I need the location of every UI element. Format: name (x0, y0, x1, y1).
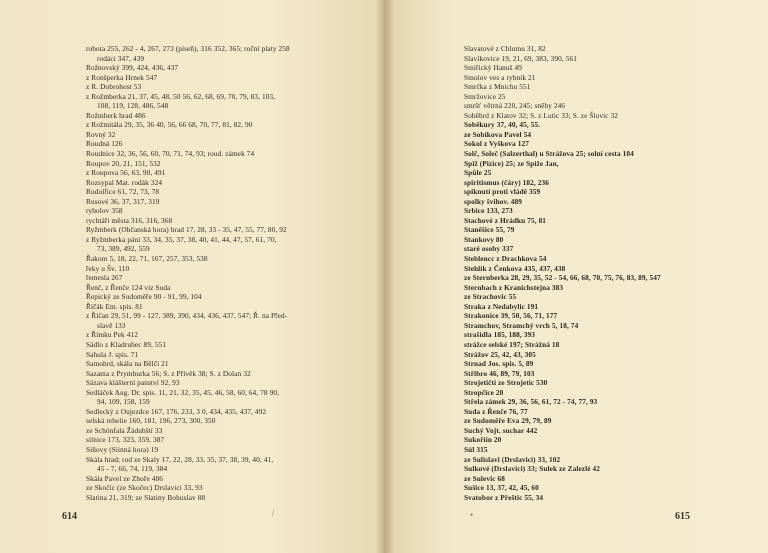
index-entry: 45 - 7, 66, 74, 119, 384 (97, 464, 168, 474)
index-entry: Stankovy 80 (464, 234, 504, 244)
index-entry: Rudolfice 61, 72, 73, 78 (86, 187, 160, 197)
index-entry: Rusové 36, 37, 317, 319 (86, 196, 160, 206)
index-entry: Rozsypal Mat. rodák 324 (86, 177, 163, 187)
index-entry: z R. Dobrohost 53 (86, 82, 142, 92)
index-entry: Sazama z Prymburka 56; S. z Přívěk 38; S. z Dolan 32 (86, 368, 251, 378)
index-entry: Střibro 46, 89, 79, 103 (464, 368, 535, 378)
index-entry: Steblencc z Drachkova 54 (464, 254, 547, 264)
index-entry: spiritismus (čáry) 182, 236 (464, 177, 549, 187)
index-entry: řemesla 267 (86, 273, 123, 283)
index-entry: Slavatové z Chlumu 31, 82 (464, 44, 546, 53)
index-entry: z Rožmberka 21, 37, 45, 48, 50 56, 62, 68, 69, 70, 79, 83, 103, (86, 91, 276, 101)
index-entry: Srbice 133, 273 (464, 206, 513, 216)
index-entry: Sázava klášterní panství 92, 93 (86, 378, 180, 388)
index-entry: řeky u Šv. 110 (86, 263, 130, 273)
index-entry: Sádlo z Kladrubec 89, 551 (86, 339, 167, 349)
index-entry: ze Schönfala Žádubští 33 (86, 425, 163, 435)
index-entry: rodáci 347, 439 (97, 53, 145, 63)
index-entry: Samohrd, skála na Bělči 21 (86, 359, 169, 369)
index-entry: Roupov 20, 21, 151, 532 (86, 158, 161, 168)
index-entry: Spiž (Pizice) 25; ze Spiže Jan, (464, 158, 559, 168)
index-entry: Skála hrad; rod ze Skaly 17, 22, 28, 33, 35, 37, 38, 39, 40, 41, (86, 454, 274, 464)
index-entry: Rožmberk hrad 486 (86, 110, 146, 120)
index-entry: Stramchov, Stramchý vrch 5, 18, 74 (464, 320, 579, 330)
index-entry: Svatobor z Přeštic 55, 34 (464, 492, 544, 502)
dot-mark: • (470, 510, 474, 520)
index-entry: z Roupova 56, 63, 90, 491 (86, 168, 166, 178)
index-entry: smršť větrná 220, 245; sněhy 246 (464, 101, 566, 111)
index-entry: Sokol z Vyškova 127 (464, 139, 529, 149)
index-entry: Strnad Jos. spis. 5, 89 (464, 359, 534, 369)
index-entry: z Ronšperka Hrnek 547 (86, 72, 158, 82)
index-entry: Strakonice 39, 50, 56, 71, 177 (464, 311, 558, 321)
index-entry: Smolov ves a rybník 21 (464, 72, 536, 82)
right-page (384, 0, 768, 553)
index-entry: spiknutí proti vládě 359 (464, 187, 541, 197)
index-entry: Suda z Řenče 76, 77 (464, 406, 528, 416)
left-index-column (86, 44, 368, 502)
index-entry: ze Sulevic 68 (464, 473, 506, 483)
index-entry: Suchý Vojt. suchar 442 (464, 425, 538, 435)
index-entry: Stropčice 20 (464, 387, 504, 397)
index-entry: strašidla 185, 188, 393 (464, 330, 536, 340)
left-page-number: 614 (62, 511, 77, 522)
index-entry: Říčák Em. spis. 81 (86, 301, 143, 311)
index-entry: Sušice 13, 37, 42, 45, 60 (464, 483, 539, 493)
index-entry: Střela zámek 29, 36, 56, 61, 72 - 74, 77, 93 (464, 397, 598, 407)
book-gutter (376, 0, 394, 553)
index-entry: staré osoby 337 (464, 244, 514, 254)
index-entry: ze Sobíkova Pavel 54 (464, 129, 532, 139)
index-entry: Straka z Nedabylic 191 (464, 301, 539, 311)
index-entry: rybolov 358 (86, 206, 123, 216)
index-entry: Slavíkovice 19, 21, 69, 383, 390, 561 (464, 53, 577, 63)
right-page-number: 615 (675, 511, 690, 522)
index-entry: z Římku Pek 412 (86, 330, 138, 340)
index-entry: Solč, Soleč (Salzerthal) u Strážova 25; solní cesta 104 (464, 149, 634, 159)
index-entry: Roudnice 32, 36, 56, 60, 70, 71, 74, 93; roud. zámek 74 (86, 149, 255, 159)
index-entry: ze Sulislavi (Drslavici) 33, 102 (464, 454, 561, 464)
index-entry: Ryžmberk (Občanská hora) hrad 17, 28, 33 - 35, 47, 55, 77, 80, 92 (86, 225, 287, 235)
index-entry: ze Skočic (ze Skočec) Drslavici 33, 93 (86, 483, 203, 493)
index-entry: Smržovice 25 (464, 91, 506, 101)
index-entry: spolky švihov. 489 (464, 196, 522, 206)
index-entry: Sahula J. spis. 71 (86, 349, 139, 359)
index-entry: robota 255, 262 - 4, 267, 273 (píseň), 316 352, 365; roční platy 258 (86, 44, 290, 53)
index-entry: 108, 119, 128, 486, 548 (97, 101, 169, 111)
index-entry: Řepický ze Sudoměře 90 - 91, 99, 104 (86, 292, 202, 302)
index-entry: Sedláček Aug. Dr. spis. 11, 21, 32, 35, 45, 46, 58, 60, 64, 78 90, (86, 387, 280, 397)
index-entry: ze Sternberka 28, 29, 35, 52 - 54, 66, 68, 70, 75, 76, 83, 89, 547 (464, 273, 661, 283)
index-entry: Smrčka z Mnichu 551 (464, 82, 531, 92)
index-entry: Rožnovský 399, 424, 436, 437 (86, 63, 179, 73)
index-entry: Skála Pavel ze Zhoře 486 (86, 473, 163, 483)
index-entry: Soběhrd z Klatov 32; S. z Lutic 33; S. ze Šlovic 32 (464, 110, 619, 120)
index-entry: selská rebelie 160, 181, 196, 273, 300, 350 (86, 416, 216, 426)
index-entry: Sulkové (Drslavici) 33; Sulek ze Zalezlé 42 (464, 464, 601, 474)
index-entry: Smiřický Hanuš 49 (464, 63, 523, 73)
index-entry: 73, 389, 492, 559 (97, 244, 150, 254)
index-entry: ze Sudoměře Eva 29, 79, 89 (464, 416, 552, 426)
index-entry: Roudná 126 (86, 139, 123, 149)
index-entry: Slatina 21, 319; ze Slatiny Bohuslav 88 (86, 492, 206, 502)
index-entry: Sukoříín 20 (464, 435, 502, 445)
index-entry: Sternbach z Kranichstejna 383 (464, 282, 564, 292)
index-entry: 94, 109, 158, 159 (97, 397, 150, 407)
index-entry: Sedlecký z Oujezdce 167, 176, 233, 3 0, 434, 435, 437, 492 (86, 406, 267, 416)
index-entry: Súl 315 (464, 444, 488, 454)
index-entry: rychtáři města 316, 316, 368 (86, 215, 173, 225)
index-entry: z Ryžmberka páni 33, 34, 35, 37, 38, 40, 41, 44, 47, 57, 61, 70, (86, 234, 277, 244)
index-entry: Strážov 25, 42, 43, 305 (464, 349, 536, 359)
index-entry: Siňovy (Siinná hora) 19 (86, 444, 159, 454)
index-entry: Řakom 5, 18, 22, 71, 167, 257, 353, 538 (86, 254, 208, 264)
index-entry: Rovný 32 (86, 129, 116, 139)
index-entry: z Rožmitála 29, 35, 36 40, 56, 66 68, 70, 77, 81, 82, 90 (86, 120, 253, 130)
index-entry: z Říčan 29, 51, 99 - 127, 389, 390, 434, 436, 437, 547; Ř. na Před- (86, 311, 288, 321)
index-entry: Spůle 25 (464, 168, 492, 178)
index-entry: Řenč, z Řenče 124 viz Suda (86, 282, 171, 292)
index-entry: ze Strachovic 55 (464, 292, 517, 302)
index-entry: Staněšice 55, 79 (464, 225, 515, 235)
pencil-mark: / (272, 508, 275, 518)
index-entry: Stachové z Hrádku 75, 81 (464, 215, 547, 225)
index-entry: silnice 173, 323, 359, 387 (86, 435, 165, 445)
right-index-column (464, 44, 754, 502)
index-entry: Soběkury 37, 40, 45, 55. (464, 120, 541, 130)
index-entry: Strojetičtí ze Strojetic 530 (464, 378, 548, 388)
index-entry: Stehlík z Čenkova 435, 437, 438 (464, 263, 566, 273)
index-entry: strážce selské 197; Strážná 18 (464, 339, 560, 349)
index-entry: slavě 133 (97, 320, 126, 330)
